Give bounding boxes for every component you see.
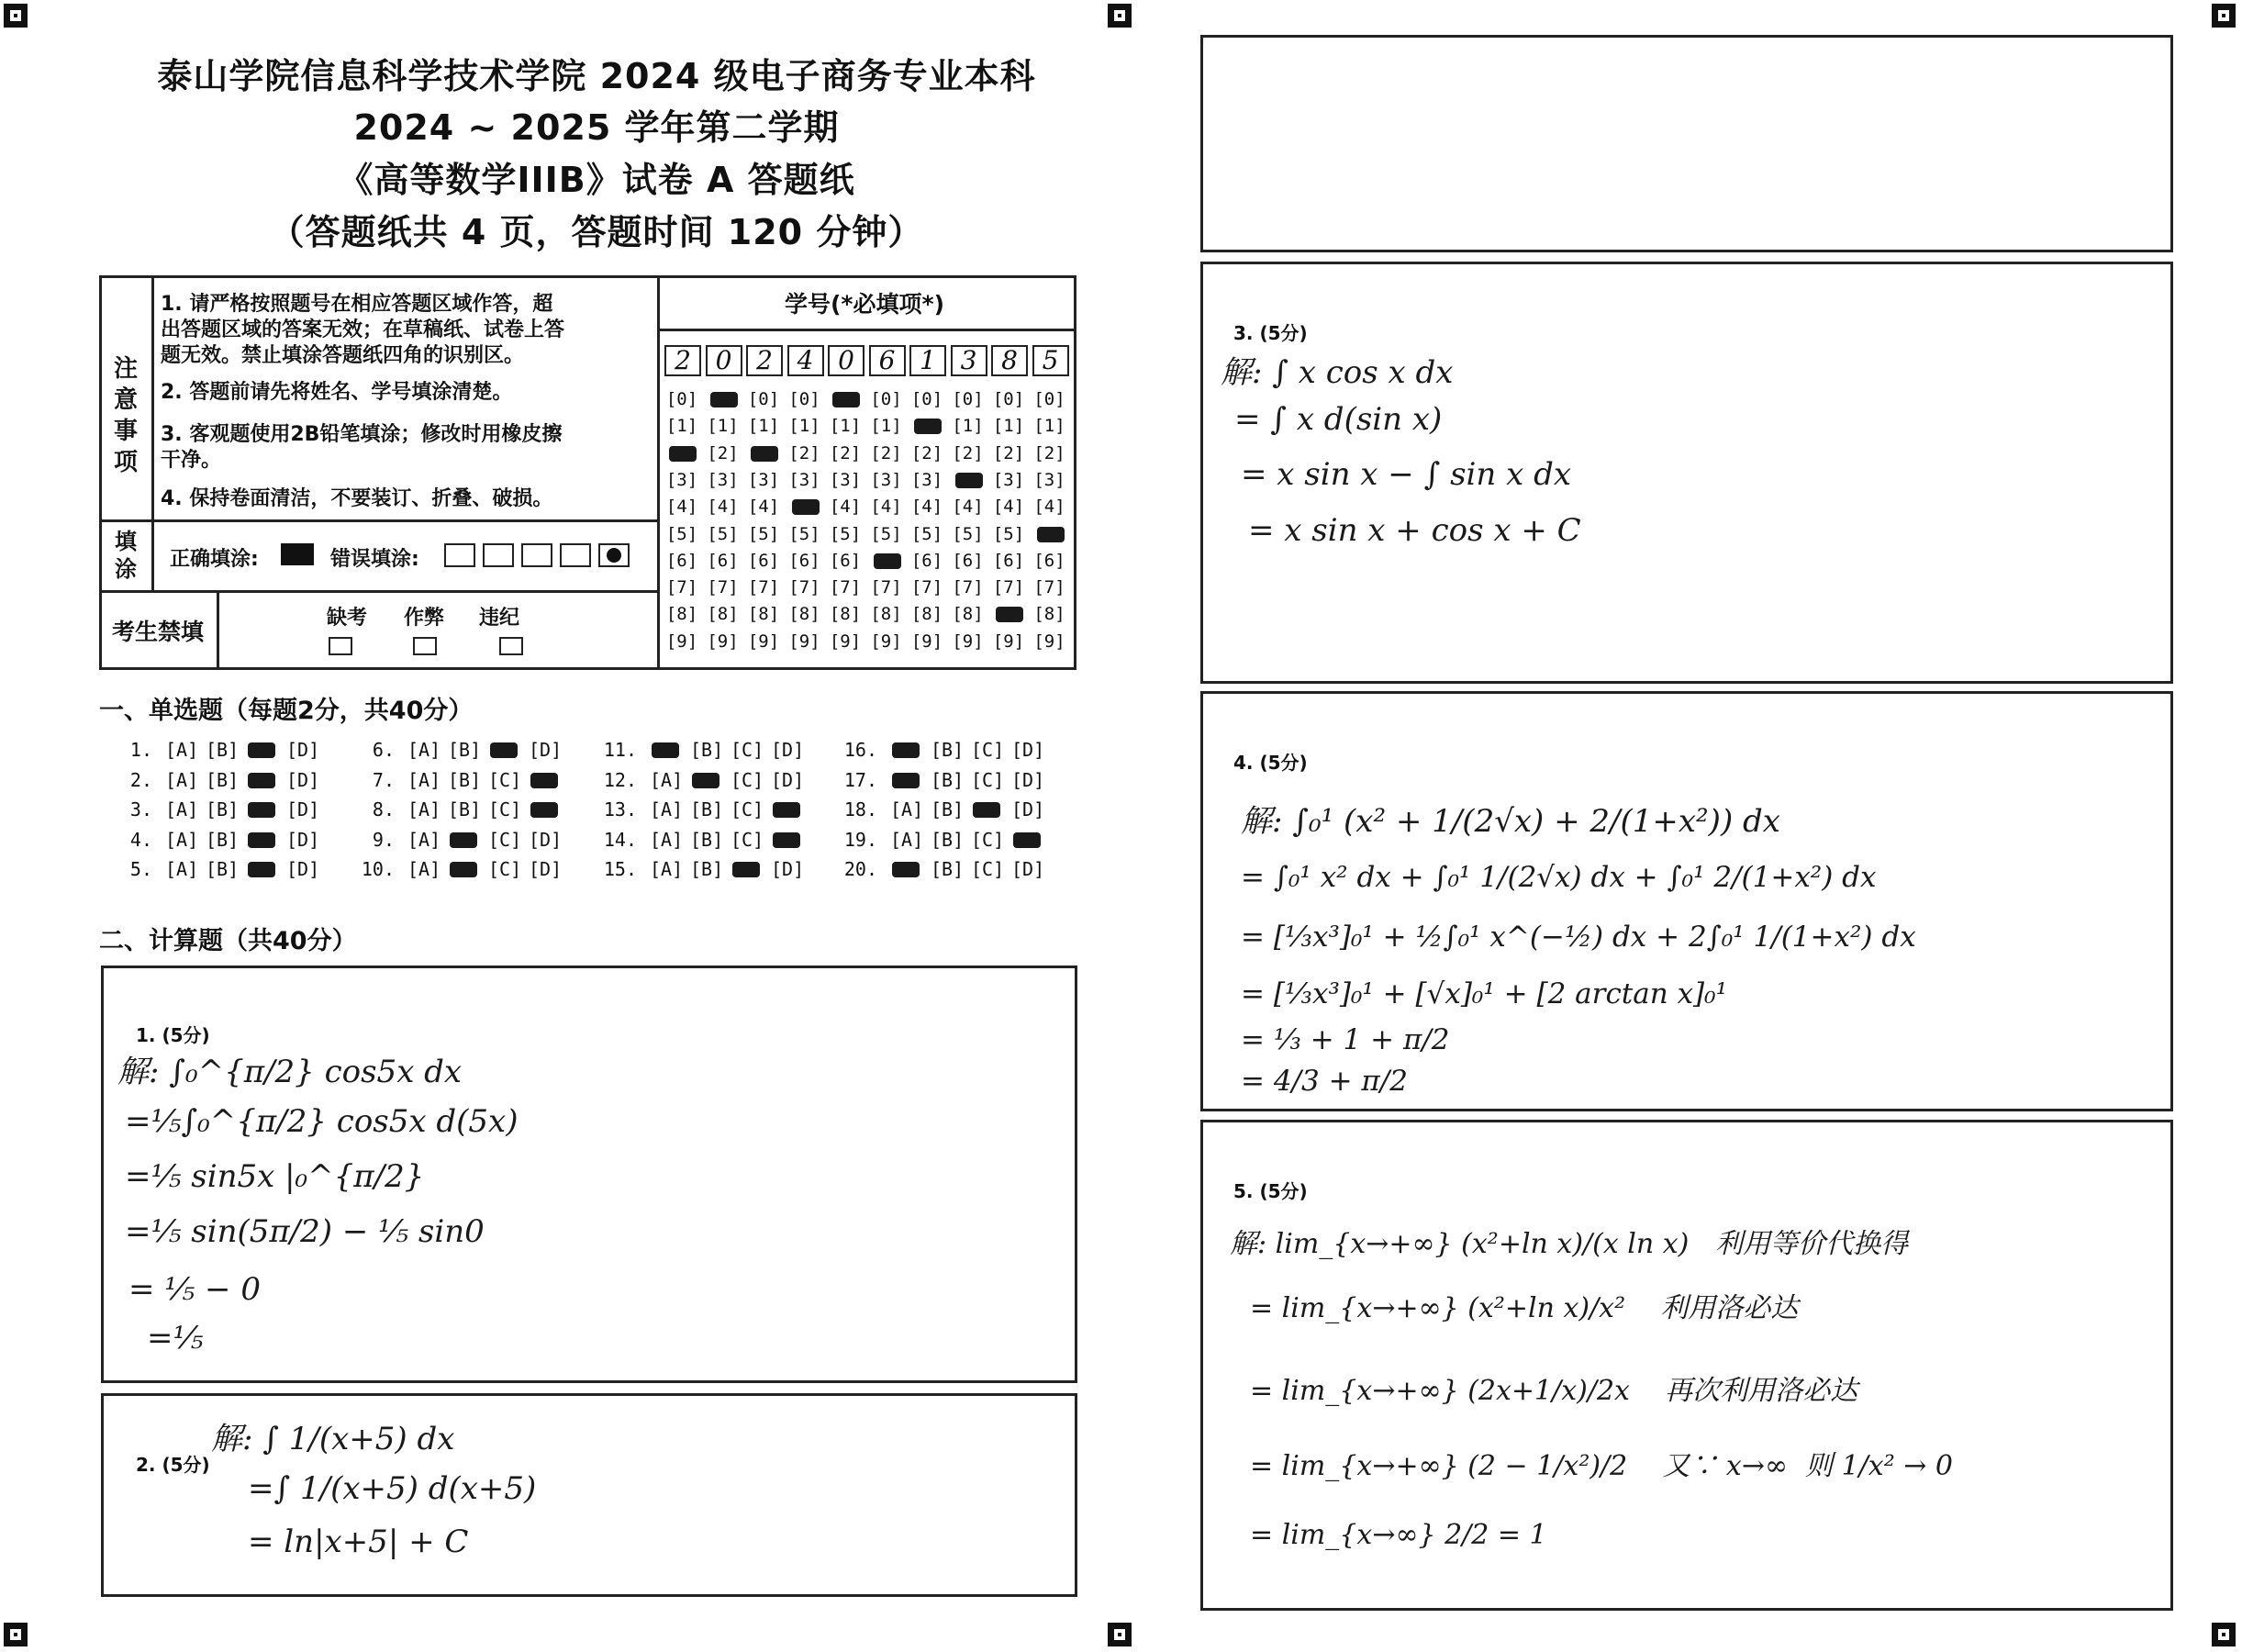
- mc-option-bubble[interactable]: [C]: [971, 768, 1005, 791]
- student-id-bubble[interactable]: [1]: [665, 416, 698, 437]
- student-id-bubble[interactable]: [9]: [1033, 631, 1065, 652]
- student-id-filled-bubble[interactable]: [751, 446, 778, 462]
- mc-option-bubble[interactable]: [A]: [165, 798, 199, 820]
- mc-filled-bubble[interactable]: [1013, 832, 1041, 848]
- mc-option-bubble[interactable]: [D]: [771, 739, 805, 761]
- student-id-bubble[interactable]: [1]: [707, 416, 739, 437]
- mc-option-bubble[interactable]: [A]: [890, 798, 924, 820]
- q3-line-3: = x sin x − ∫ sin x dx: [1241, 456, 1572, 493]
- q2-line-1: 解: ∫ 1/(x+5) dx: [211, 1421, 455, 1457]
- absent-label: 缺考: [327, 607, 368, 630]
- q5-line-1: 解: lim_{x→+∞} (x²+ln x)/(x ln x) 利用等价代换得: [1230, 1228, 1908, 1260]
- mc-filled-bubble[interactable]: [248, 773, 275, 788]
- student-id-bubble[interactable]: [0]: [870, 389, 902, 409]
- mc-option-bubble[interactable]: [B]: [206, 828, 240, 851]
- mc-question-number: 11.: [603, 739, 637, 761]
- mc-option-bubble[interactable]: [D]: [286, 768, 320, 791]
- mc-filled-bubble[interactable]: [892, 742, 920, 758]
- violation-checkbox[interactable]: [499, 637, 523, 655]
- student-id-label: 学号(*必填项*): [785, 291, 944, 318]
- exam-title-line4: （答题纸共 4 页，答题时间 120 分钟）: [269, 212, 924, 252]
- notice-side-label: 注意事项: [113, 355, 138, 476]
- student-id-bubble[interactable]: [0]: [952, 389, 984, 409]
- corner-marker-top-right: [2212, 4, 2236, 28]
- student-id-bubble[interactable]: [9]: [747, 631, 780, 652]
- q5-line-4: = lim_{x→+∞} (2 − 1/x²)/2 又∵ x→∞ 则 1/x² → 0: [1250, 1450, 1954, 1482]
- violation-label: 违纪: [479, 607, 520, 630]
- mc-option-bubble[interactable]: [B]: [931, 739, 965, 761]
- student-id-bubble[interactable]: [2]: [829, 442, 862, 463]
- mc-option-bubble[interactable]: [D]: [286, 828, 320, 851]
- student-id-bubble[interactable]: [5]: [910, 523, 943, 544]
- mc-option-bubble[interactable]: [B]: [690, 798, 724, 820]
- cheat-checkbox[interactable]: [413, 637, 437, 655]
- mc-filled-bubble[interactable]: [773, 832, 800, 848]
- student-id-filled-bubble[interactable]: [669, 446, 697, 462]
- student-id-bubble[interactable]: [7]: [707, 577, 739, 598]
- q4-line-3: = [⅓x³]₀¹ + ½∫₀¹ x^(−½) dx + 2∫₀¹ 1/(1+x²) dx: [1241, 921, 1916, 954]
- student-id-bubble[interactable]: [2]: [910, 442, 943, 463]
- student-id-bubble[interactable]: [5]: [665, 523, 698, 544]
- student-id-bubble[interactable]: [8]: [870, 604, 902, 625]
- student-id-bubble[interactable]: [5]: [788, 523, 820, 544]
- q4-line-1: 解: ∫₀¹ (x² + 1/(2√x) + 2/(1+x²)) dx: [1241, 803, 1780, 840]
- mc-option-bubble[interactable]: [A]: [165, 828, 199, 851]
- student-id-bubble[interactable]: [9]: [952, 631, 984, 652]
- student-id-bubble[interactable]: [3]: [910, 469, 943, 490]
- student-id-bubble[interactable]: [2]: [707, 442, 739, 463]
- mc-option-bubble[interactable]: [A]: [407, 858, 441, 880]
- mc-option-bubble[interactable]: [C]: [731, 828, 764, 851]
- mc-option-bubble[interactable]: [A]: [165, 768, 199, 791]
- student-id-bubble[interactable]: [6]: [788, 550, 820, 571]
- student-id-bubble[interactable]: [4]: [707, 497, 739, 518]
- mc-option-bubble[interactable]: [B]: [931, 858, 965, 880]
- q1-label: 1. (5分): [136, 1024, 210, 1046]
- forbidden-label: 考生禁填: [112, 619, 205, 645]
- student-id-digit-5: 0: [828, 345, 864, 376]
- student-id-filled-bubble[interactable]: [914, 419, 942, 434]
- student-id-bubble[interactable]: [3]: [992, 469, 1025, 490]
- student-id-bubble[interactable]: [6]: [707, 550, 739, 571]
- student-id-bubble[interactable]: [0]: [910, 389, 943, 409]
- student-id-bubble[interactable]: [9]: [910, 631, 943, 652]
- student-id-bubble[interactable]: [4]: [952, 497, 984, 518]
- mc-filled-bubble[interactable]: [490, 742, 518, 758]
- mc-option-bubble[interactable]: [A]: [407, 739, 441, 761]
- student-id-bubble[interactable]: [7]: [952, 577, 984, 598]
- student-id-bubble[interactable]: [6]: [747, 550, 780, 571]
- mc-filled-bubble[interactable]: [892, 773, 920, 788]
- mc-option-bubble[interactable]: [D]: [1011, 858, 1045, 880]
- mc-option-bubble[interactable]: [B]: [931, 828, 965, 851]
- student-id-bubble[interactable]: [1]: [952, 416, 984, 437]
- student-id-bubble[interactable]: [6]: [1033, 550, 1065, 571]
- student-id-bubble[interactable]: [7]: [1033, 577, 1065, 598]
- mc-option-bubble[interactable]: [B]: [206, 798, 240, 820]
- section1-title: 一、单选题（每题2分，共40分）: [99, 697, 474, 725]
- q4-line-4: = [⅓x³]₀¹ + [√x]₀¹ + [2 arctan x]₀¹: [1241, 977, 1727, 1010]
- mc-filled-bubble[interactable]: [530, 802, 558, 818]
- student-id-filled-bubble[interactable]: [1037, 527, 1065, 542]
- student-id-bubble[interactable]: [2]: [788, 442, 820, 463]
- student-id-bubble[interactable]: [2]: [1033, 442, 1065, 463]
- mc-option-bubble[interactable]: [B]: [931, 768, 965, 791]
- student-id-bubble[interactable]: [0]: [788, 389, 820, 409]
- student-id-bubble[interactable]: [6]: [992, 550, 1025, 571]
- student-id-bubble[interactable]: [3]: [1033, 469, 1065, 490]
- wrong-fill-example-1: [444, 543, 475, 567]
- student-id-bubble[interactable]: [4]: [829, 497, 862, 518]
- wrong-fill-example-4: [560, 543, 591, 567]
- mc-question-number: 15.: [603, 858, 637, 880]
- q5-label: 5. (5分): [1233, 1180, 1308, 1202]
- student-id-filled-bubble[interactable]: [710, 392, 738, 407]
- q3-label: 3. (5分): [1233, 322, 1308, 344]
- student-id-bubble[interactable]: [5]: [829, 523, 862, 544]
- q1-line-1: 解: ∫₀^{π/2} cos5x dx: [117, 1054, 463, 1090]
- student-id-bubble[interactable]: [7]: [665, 577, 698, 598]
- student-id-bubble[interactable]: [9]: [788, 631, 820, 652]
- mc-option-bubble[interactable]: [D]: [1011, 768, 1045, 791]
- mc-option-bubble[interactable]: [A]: [650, 828, 684, 851]
- q5-line-3: = lim_{x→+∞} (2x+1/x)/2x 再次利用洛必达: [1250, 1375, 1858, 1407]
- q2-line-3: = ln|x+5| + C: [248, 1524, 469, 1560]
- student-id-bubble[interactable]: [3]: [707, 469, 739, 490]
- student-id-bubble[interactable]: [5]: [870, 523, 902, 544]
- student-id-bubble[interactable]: [1]: [870, 416, 902, 437]
- student-id-bubble[interactable]: [4]: [870, 497, 902, 518]
- corner-marker-bottom-right: [2212, 1623, 2236, 1646]
- q1-line-4: =⅕ sin(5π/2) − ⅕ sin0: [125, 1213, 485, 1250]
- mc-option-bubble[interactable]: [A]: [650, 798, 684, 820]
- student-id-bubble[interactable]: [2]: [870, 442, 902, 463]
- student-id-bubble[interactable]: [7]: [747, 577, 780, 598]
- mc-question-number: 20.: [843, 858, 877, 880]
- q3-line-2: = ∫ x d(sin x): [1234, 401, 1443, 438]
- student-id-digit-9: 8: [991, 345, 1028, 376]
- mc-filled-bubble[interactable]: [732, 862, 760, 877]
- mc-question-number: 6.: [372, 739, 395, 761]
- mc-option-bubble[interactable]: [D]: [529, 858, 563, 880]
- section2-title: 二、计算题（共40分）: [99, 927, 357, 955]
- student-id-bubble[interactable]: [4]: [747, 497, 780, 518]
- mc-option-bubble[interactable]: [C]: [971, 739, 1005, 761]
- mc-option-bubble[interactable]: [A]: [650, 858, 684, 880]
- student-id-filled-bubble[interactable]: [996, 607, 1023, 622]
- student-id-digit-6: 6: [869, 345, 906, 376]
- mc-option-bubble[interactable]: [A]: [407, 798, 441, 820]
- student-id-bubble[interactable]: [7]: [992, 577, 1025, 598]
- student-id-bubble[interactable]: [2]: [992, 442, 1025, 463]
- exam-title-line1: 泰山学院信息科学技术学院 2024 级电子商务专业本科: [157, 56, 1036, 96]
- student-id-bubble[interactable]: [0]: [747, 389, 780, 409]
- mc-option-bubble[interactable]: [B]: [206, 858, 240, 880]
- student-id-bubble[interactable]: [8]: [829, 604, 862, 625]
- student-id-bubble[interactable]: [5]: [747, 523, 780, 544]
- mc-option-bubble[interactable]: [D]: [286, 739, 320, 761]
- mc-option-bubble[interactable]: [A]: [650, 768, 684, 791]
- student-id-digit-1: 2: [664, 345, 701, 376]
- mc-option-bubble[interactable]: [C]: [731, 798, 764, 820]
- cheat-label: 作弊: [404, 607, 445, 630]
- mc-filled-bubble[interactable]: [248, 832, 275, 848]
- notice-line-1: 1. 请严格按照题号在相应答题区域作答，超: [161, 293, 553, 316]
- q3-line-1: 解: ∫ x cos x dx: [1221, 354, 1454, 391]
- mc-option-bubble[interactable]: [D]: [529, 828, 563, 851]
- q1-line-5: = ⅕ − 0: [128, 1271, 261, 1308]
- mc-question-number: 10.: [361, 858, 395, 880]
- student-id-bubble[interactable]: [6]: [665, 550, 698, 571]
- student-id-bubble[interactable]: [9]: [707, 631, 739, 652]
- student-id-bubble[interactable]: [7]: [870, 577, 902, 598]
- student-id-bubble[interactable]: [1]: [829, 416, 862, 437]
- student-id-digit-2: 0: [706, 345, 742, 376]
- mc-option-bubble[interactable]: [C]: [488, 798, 522, 820]
- student-id-bubble[interactable]: [0]: [665, 389, 698, 409]
- student-id-bubble[interactable]: [8]: [1033, 604, 1065, 625]
- mc-question-number: 14.: [603, 828, 637, 851]
- wrong-fill-label: 错误填涂:: [330, 548, 419, 571]
- mc-option-bubble[interactable]: [B]: [690, 739, 724, 761]
- mc-option-bubble[interactable]: [D]: [1011, 739, 1045, 761]
- q5-line-2: = lim_{x→+∞} (x²+ln x)/x² 利用洛必达: [1250, 1292, 1799, 1324]
- mc-option-bubble[interactable]: [B]: [206, 768, 240, 791]
- student-id-bubble[interactable]: [3]: [747, 469, 780, 490]
- q1-line-2: =⅕∫₀^{π/2} cos5x d(5x): [125, 1103, 519, 1140]
- mc-option-bubble[interactable]: [C]: [731, 739, 764, 761]
- mc-filled-bubble[interactable]: [773, 802, 800, 818]
- student-id-bubble[interactable]: [8]: [952, 604, 984, 625]
- mc-filled-bubble[interactable]: [973, 802, 1000, 818]
- mc-question-number: 13.: [603, 798, 637, 820]
- correct-fill-example: [281, 543, 314, 565]
- mc-question-number: 9.: [372, 828, 395, 851]
- continuation-box[interactable]: [1200, 35, 2173, 252]
- student-id-digit-3: 2: [746, 345, 783, 376]
- q2-label: 2. (5分): [136, 1454, 210, 1476]
- wrong-fill-example-2: [483, 543, 514, 567]
- student-id-bubble[interactable]: [6]: [910, 550, 943, 571]
- student-id-bubble[interactable]: [8]: [910, 604, 943, 625]
- student-id-bubble[interactable]: [3]: [870, 469, 902, 490]
- mc-option-bubble[interactable]: [D]: [771, 768, 805, 791]
- student-id-filled-bubble[interactable]: [955, 473, 983, 488]
- student-id-bubble[interactable]: [4]: [992, 497, 1025, 518]
- mc-filled-bubble[interactable]: [450, 862, 477, 877]
- student-id-digit-7: 1: [909, 345, 946, 376]
- q2-line-2: =∫ 1/(x+5) d(x+5): [248, 1470, 537, 1507]
- student-id-bubble[interactable]: [0]: [1033, 389, 1065, 409]
- student-id-bubble[interactable]: [6]: [829, 550, 862, 571]
- student-id-bubble[interactable]: [5]: [952, 523, 984, 544]
- mc-question-number: 8.: [372, 798, 395, 820]
- mc-option-bubble[interactable]: [A]: [890, 828, 924, 851]
- exam-title-line2: 2024 ~ 2025 学年第二学期: [353, 107, 840, 148]
- mc-filled-bubble[interactable]: [450, 832, 477, 848]
- q1-line-6: =⅕: [147, 1320, 204, 1356]
- student-id-bubble[interactable]: [3]: [829, 469, 862, 490]
- student-id-digit-4: 4: [787, 345, 824, 376]
- mc-question-number: 12.: [603, 768, 637, 791]
- mc-option-bubble[interactable]: [B]: [690, 858, 724, 880]
- student-id-bubble[interactable]: [1]: [747, 416, 780, 437]
- mc-option-bubble[interactable]: [B]: [931, 798, 965, 820]
- notice-line-6: 干净。: [161, 449, 222, 472]
- student-id-bubble[interactable]: [6]: [952, 550, 984, 571]
- q4-line-5: = ⅓ + 1 + π/2: [1241, 1023, 1450, 1056]
- mc-filled-bubble[interactable]: [248, 742, 275, 758]
- mc-option-bubble[interactable]: [C]: [971, 828, 1005, 851]
- mc-option-bubble[interactable]: [D]: [529, 739, 563, 761]
- mc-question-number: 1.: [129, 739, 152, 761]
- student-id-digit-8: 3: [951, 345, 987, 376]
- mc-question-number: 17.: [843, 768, 877, 791]
- student-id-bubble[interactable]: [3]: [788, 469, 820, 490]
- mc-question-number: 2.: [129, 768, 152, 791]
- mc-option-bubble[interactable]: [C]: [731, 768, 764, 791]
- mc-option-bubble[interactable]: [D]: [286, 858, 320, 880]
- student-id-bubble[interactable]: [7]: [788, 577, 820, 598]
- notice-text: [161, 292, 638, 512]
- student-id-bubble[interactable]: [4]: [1033, 497, 1065, 518]
- mc-question-number: 5.: [129, 858, 152, 880]
- corner-marker-top-middle: [1108, 4, 1132, 28]
- student-id-bubble[interactable]: [4]: [665, 497, 698, 518]
- mc-filled-bubble[interactable]: [692, 773, 719, 788]
- corner-marker-top-left: [4, 4, 28, 28]
- student-id-bubble[interactable]: [9]: [829, 631, 862, 652]
- mc-option-bubble[interactable]: [D]: [286, 798, 320, 820]
- correct-fill-label: 正确填涂:: [170, 548, 259, 571]
- q1-line-3: =⅕ sin5x |₀^{π/2}: [125, 1158, 425, 1195]
- notice-line-7: 4. 保持卷面清洁，不要装订、折叠、破损。: [161, 487, 553, 510]
- student-id-bubble[interactable]: [8]: [747, 604, 780, 625]
- mc-option-bubble[interactable]: [A]: [165, 858, 199, 880]
- student-id-bubble[interactable]: [7]: [829, 577, 862, 598]
- mc-option-bubble[interactable]: [A]: [407, 768, 441, 791]
- corner-marker-bottom-left: [4, 1623, 28, 1646]
- mc-option-bubble[interactable]: [A]: [165, 739, 199, 761]
- student-id-bubble[interactable]: [7]: [910, 577, 943, 598]
- mc-option-bubble[interactable]: [A]: [407, 828, 441, 851]
- mc-filled-bubble[interactable]: [892, 862, 920, 877]
- mc-question-number: 19.: [843, 828, 877, 851]
- notice-line-2: 出答题区域的答案无效；在草稿纸、试卷上答: [161, 318, 565, 341]
- student-id-bubble[interactable]: [1]: [992, 416, 1025, 437]
- mc-option-bubble[interactable]: [C]: [488, 828, 522, 851]
- mc-option-bubble[interactable]: [B]: [448, 798, 482, 820]
- student-id-filled-bubble[interactable]: [792, 499, 820, 515]
- student-id-bubble[interactable]: [1]: [788, 416, 820, 437]
- student-id-bubble[interactable]: [5]: [707, 523, 739, 544]
- mc-option-bubble[interactable]: [C]: [488, 858, 522, 880]
- mc-filled-bubble[interactable]: [530, 773, 558, 788]
- fill-side-label: 填涂: [115, 529, 137, 582]
- mc-question-number: 18.: [843, 798, 877, 820]
- mc-question-number: 3.: [129, 798, 152, 820]
- mc-option-bubble[interactable]: [B]: [206, 739, 240, 761]
- student-id-bubble[interactable]: [8]: [665, 604, 698, 625]
- student-id-digit-10: 5: [1032, 345, 1069, 376]
- wrong-fill-example-3: [521, 543, 552, 567]
- mc-option-bubble[interactable]: [C]: [488, 768, 522, 791]
- q4-label: 4. (5分): [1233, 752, 1308, 774]
- notice-line-5: 3. 客观题使用2B铅笔填涂；修改时用橡皮擦: [161, 423, 563, 446]
- student-id-bubble[interactable]: [1]: [1033, 416, 1065, 437]
- student-id-bubble[interactable]: [8]: [707, 604, 739, 625]
- student-id-bubble[interactable]: [9]: [992, 631, 1025, 652]
- mc-filled-bubble[interactable]: [248, 862, 275, 877]
- notice-line-4: 2. 答题前请先将姓名、学号填涂清楚。: [161, 381, 513, 404]
- corner-marker-bottom-middle: [1108, 1623, 1132, 1646]
- student-id-filled-bubble[interactable]: [832, 392, 860, 407]
- mc-question-number: 16.: [843, 739, 877, 761]
- mc-option-bubble[interactable]: [B]: [448, 739, 482, 761]
- exam-title-line3: 《高等数学IIIB》试卷 A 答题纸: [338, 160, 855, 200]
- student-id-bubble[interactable]: [9]: [665, 631, 698, 652]
- mc-option-bubble[interactable]: [C]: [971, 858, 1005, 880]
- student-id-bubble[interactable]: [8]: [788, 604, 820, 625]
- mc-filled-bubble[interactable]: [248, 802, 275, 818]
- mc-option-bubble[interactable]: [B]: [448, 768, 482, 791]
- mc-question-number: 4.: [129, 828, 152, 851]
- student-id-bubble[interactable]: [5]: [992, 523, 1025, 544]
- student-id-bubble[interactable]: [3]: [665, 469, 698, 490]
- student-id-bubble[interactable]: [2]: [952, 442, 984, 463]
- student-id-bubble[interactable]: [4]: [910, 497, 943, 518]
- q3-line-4: = x sin x + cos x + C: [1248, 512, 1581, 549]
- mc-question-number: 7.: [372, 768, 395, 791]
- q5-line-5: = lim_{x→∞} 2/2 = 1: [1250, 1519, 1547, 1551]
- wrong-fill-example-5: [598, 543, 630, 567]
- student-id-bubble[interactable]: [9]: [870, 631, 902, 652]
- student-id-filled-bubble[interactable]: [874, 553, 901, 569]
- student-id-bubble[interactable]: [0]: [992, 389, 1025, 409]
- notice-line-3: 题无效。禁止填涂答题纸四角的识别区。: [161, 344, 525, 367]
- mc-option-bubble[interactable]: [B]: [690, 828, 724, 851]
- absent-checkbox[interactable]: [329, 637, 352, 655]
- mc-option-bubble[interactable]: [D]: [1011, 798, 1045, 820]
- q4-line-2: = ∫₀¹ x² dx + ∫₀¹ 1/(2√x) dx + ∫₀¹ 2/(1+x²) dx: [1241, 861, 1877, 894]
- mc-filled-bubble[interactable]: [652, 742, 679, 758]
- mc-option-bubble[interactable]: [D]: [771, 858, 805, 880]
- q4-line-6: = 4/3 + π/2: [1241, 1065, 1408, 1098]
